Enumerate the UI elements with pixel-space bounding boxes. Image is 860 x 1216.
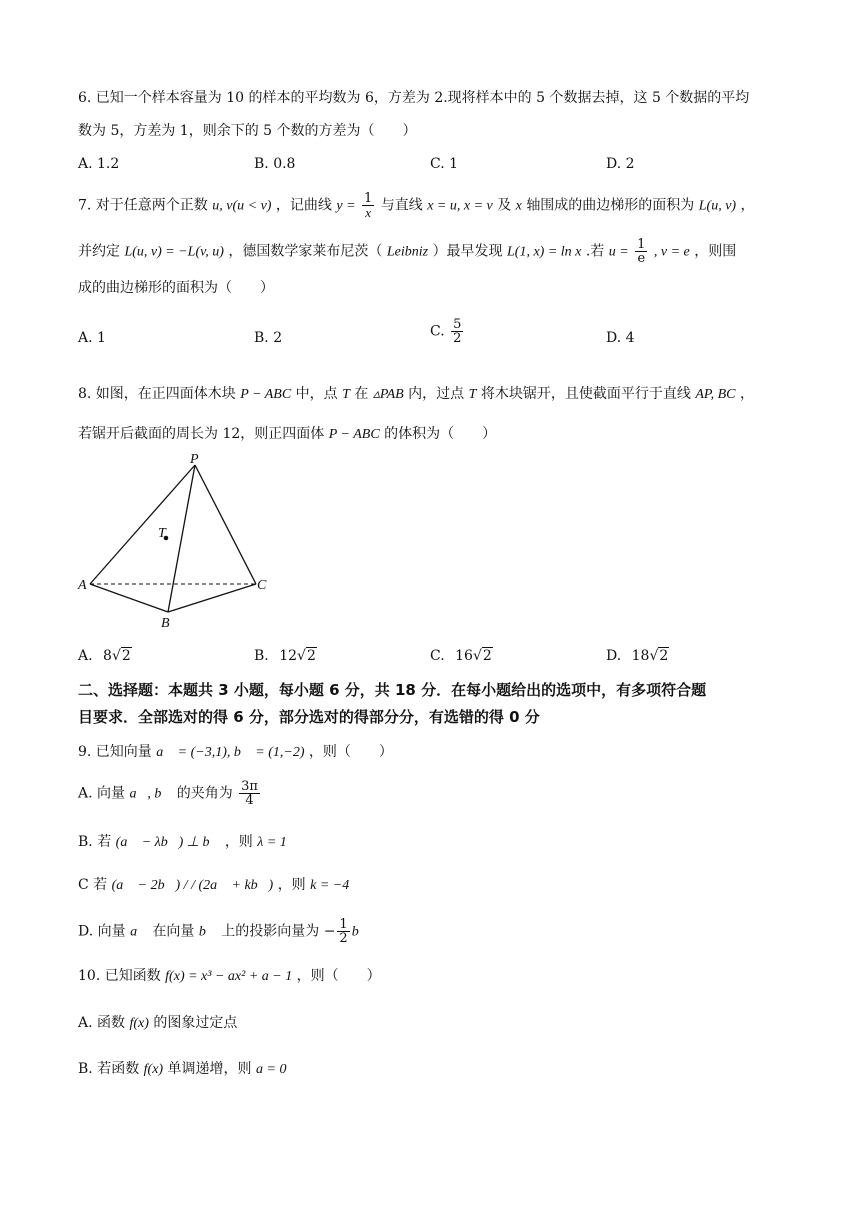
q7-text: ，德国数学家莱布尼茨（ (228, 243, 383, 260)
q6-line-2: 数为 5，方差为 1，则余下的 5 个数的方差为（ ） (78, 123, 417, 139)
q7-option-c (430, 318, 465, 345)
q8-text: 若锯开后截面的周长为 12，则正四面体 (78, 426, 325, 442)
q8-math: T (468, 387, 477, 402)
q7-text: .若 (585, 243, 605, 260)
fraction-denominator: e (637, 251, 646, 266)
option-label: C. (430, 323, 445, 340)
q8-text: 在 (354, 386, 369, 402)
q7-option-a: A. 1 (78, 330, 106, 346)
q9-option-b (78, 832, 287, 853)
fraction-denominator: 2 (339, 931, 348, 946)
q10-text: B. 若函数 (78, 1061, 140, 1077)
edge-bc (168, 584, 256, 612)
radicand: 2 (659, 648, 669, 664)
q8-math: P − ABC (240, 387, 292, 402)
q7-text: 与直线 (380, 197, 423, 214)
q9-math: λ = 1 (257, 835, 287, 850)
q9-text: C 若 (78, 877, 108, 893)
q8-line-1 (78, 384, 754, 405)
q9-math: a⃗ (130, 924, 148, 940)
q9-text: 9. 已知向量 (78, 744, 152, 760)
radicand: 2 (482, 648, 492, 664)
sqrt-icon: √ (649, 648, 659, 664)
q9-math: a⃗ = (−3,1), b⃗ = (1,−2) (156, 745, 305, 760)
q9-math: (a⃗ − λb⃗) ⊥ b⃗ (115, 835, 221, 850)
edge-ab (90, 584, 168, 612)
q8-text: 内，过点 (408, 386, 465, 402)
q9-text: ，则 (224, 834, 253, 850)
section-2-heading-line-2: 目要求．全部选对的得 6 分，部分选对的得部分分，有选错的得 0 分 (78, 708, 540, 726)
q9-text: A. 向量 (78, 785, 126, 802)
q7-text: 7. 对于任意两个正数 (78, 197, 208, 214)
q7-text: 及 (497, 197, 512, 214)
q9-text: B. 若 (78, 834, 112, 850)
q7-fraction-1-over-e (635, 238, 647, 265)
q9-math: b⃗ (198, 924, 217, 940)
q9-option-a (78, 780, 262, 807)
section-2-heading-line-1: 二、选择题：本题共 3 小题，每小题 6 分，共 18 分．在每小题给出的选项中，有多项符合题 (78, 681, 707, 699)
option-label: B. (254, 648, 269, 664)
q7-line-2 (78, 238, 736, 265)
q6-line-1: 6. 已知一个样本容量为 10 的样本的平均数为 6，方差为 2.现将样本中的 5 个数据去掉，这 5 个数据的平均 (78, 90, 750, 106)
q9-text: D. 向量 (78, 923, 126, 940)
q10-text: ，则（ ） (296, 968, 381, 984)
sqrt-icon: √ (297, 648, 306, 664)
q10-math: f(x) = x³ − ax² + a − 1 (165, 969, 293, 984)
label-a: A (78, 578, 87, 593)
q7-fraction-5-over-2 (451, 318, 463, 345)
q9-fraction-3pi-over-4 (239, 780, 260, 807)
q7-text: ）最早发现 (432, 243, 503, 260)
q10-text: 10. 已知函数 (78, 968, 161, 984)
q6-option-b: B. 0.8 (254, 156, 296, 172)
q7-text: ，则围 (694, 243, 737, 260)
option-coefficient: 18 (631, 648, 650, 664)
q10-option-b (78, 1059, 286, 1080)
q9-fraction-1-over-2 (337, 918, 349, 945)
q8-option-d (606, 646, 669, 666)
q8-math: ▵PAB (372, 387, 404, 402)
q7-text: 并约定 (78, 243, 120, 260)
fraction-denominator: 4 (245, 793, 254, 808)
q7-option-b: B. 2 (254, 330, 283, 346)
q7-math: x (515, 198, 522, 214)
q6-option-a: A. 1.2 (78, 156, 120, 172)
q8-option-b (254, 646, 317, 666)
sqrt-icon: √ (472, 648, 482, 664)
q8-line-2 (78, 424, 496, 445)
q9-math: (a⃗ − 2b⃗) / / (2a⃗ + kb⃗) (111, 878, 274, 893)
q9-math: a⃗, b⃗ (129, 786, 173, 802)
q9-stem (78, 742, 393, 763)
label-p: P (190, 452, 199, 467)
label-b: B (161, 616, 170, 630)
option-coefficient: 12 (279, 648, 298, 664)
q10-option-a (78, 1013, 237, 1034)
q10-stem (78, 966, 381, 987)
q8-text: 中，点 (295, 386, 338, 402)
q10-text: 的图象过定点 (153, 1015, 238, 1031)
q7-math: Leibniz (386, 244, 429, 260)
q7-math: L(u, v) = −L(v, u) (124, 244, 224, 260)
tetrahedron-figure (72, 448, 282, 630)
q9-math: k = −4 (310, 878, 350, 893)
fraction-numerator: 1 (637, 237, 646, 252)
q7-math: L(1, x) = ln x (507, 244, 582, 260)
q7-math: u, v(u < v) (212, 198, 272, 214)
q10-math: a = 0 (256, 1062, 287, 1077)
fraction-numerator: 1 (364, 191, 373, 206)
option-label: C. (430, 648, 445, 664)
fraction-numerator: 5 (453, 317, 462, 332)
q10-text: 单调递增，则 (167, 1061, 252, 1077)
q9-math: b⃗ (351, 924, 370, 940)
option-coefficient: 8 (103, 648, 112, 664)
q7-line-1 (78, 192, 755, 219)
q7-text: ，记曲线 (275, 197, 332, 214)
edge-pc (195, 465, 256, 584)
q10-math: f(x) (143, 1062, 164, 1077)
q9-option-c (78, 875, 349, 896)
q7-text: 轴围成的曲边梯形的面积为 (526, 197, 695, 214)
q7-math: u = (608, 244, 629, 260)
label-t: T (158, 526, 166, 541)
option-label: A. (78, 648, 93, 664)
label-c: C (257, 578, 267, 593)
q9-text: 的夹角为 (176, 785, 233, 802)
q7-text: ， (740, 197, 755, 214)
q6-option-c: C. 1 (430, 156, 459, 172)
q8-math: P − ABC (328, 427, 380, 442)
q9-math: − (323, 923, 336, 940)
q7-option-d: D. 4 (606, 330, 635, 346)
edge-pa (90, 465, 195, 584)
q8-text: ， (739, 386, 754, 402)
q7-math: , v = e (653, 244, 690, 260)
q10-math: f(x) (129, 1016, 149, 1031)
fraction-denominator: x (365, 205, 372, 220)
q9-text: ，则（ ） (308, 744, 393, 760)
q9-text: ，则 (277, 877, 306, 893)
q9-text: 上的投影向量为 (221, 923, 320, 940)
q9-text: 在向量 (152, 923, 195, 940)
q8-math: T (342, 387, 350, 402)
q7-fraction-1-over-x (362, 192, 374, 219)
q8-text: 的体积为（ ） (384, 426, 497, 442)
option-coefficient: 16 (455, 648, 473, 664)
radicand: 2 (306, 648, 316, 664)
fraction-numerator: 3π (241, 779, 258, 794)
q7-math: x = u, x = v (427, 198, 493, 214)
q8-math: AP, BC (695, 387, 736, 402)
radicand: 2 (121, 648, 131, 664)
q8-text: 8. 如图，在正四面体木块 (78, 386, 236, 402)
edge-pb (168, 465, 195, 612)
fraction-numerator: 1 (339, 917, 348, 932)
q7-line-3: 成的曲边梯形的面积为（ ） (78, 280, 274, 296)
q8-option-a (78, 646, 132, 666)
fraction-denominator: 2 (453, 331, 462, 346)
q6-option-d: D. 2 (606, 156, 635, 172)
q9-option-d (78, 918, 370, 945)
q7-math: L(u, v) (698, 198, 737, 214)
q7-math: y = (336, 198, 356, 214)
q8-text: 将木块锯开，且使截面平行于直线 (480, 386, 691, 402)
q8-option-c (430, 646, 493, 666)
sqrt-icon: √ (111, 648, 121, 664)
option-label: D. (606, 648, 622, 664)
q10-text: A. 函数 (78, 1015, 126, 1031)
